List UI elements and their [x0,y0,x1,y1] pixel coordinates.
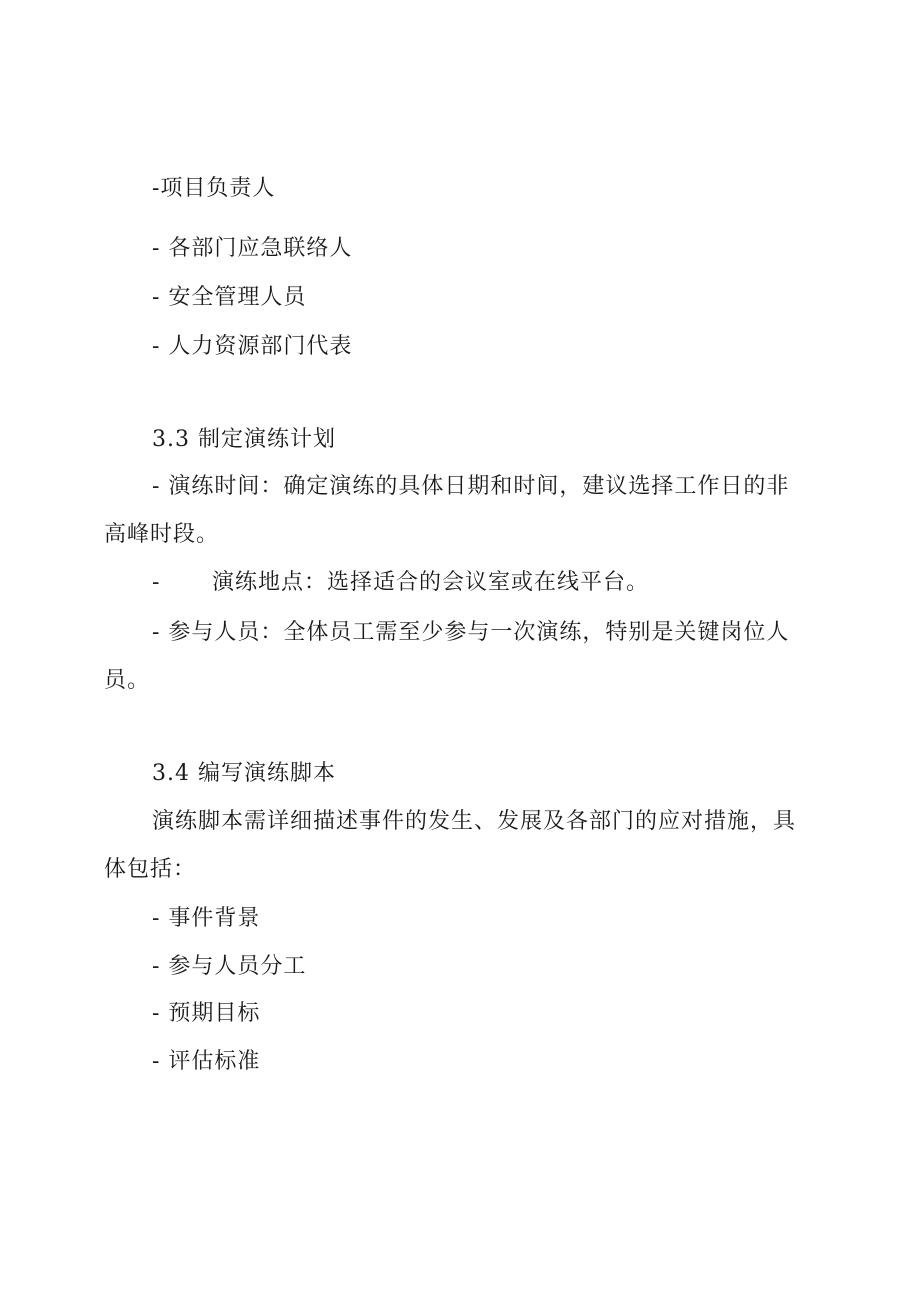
drill-participants-line2: 员。 [104,668,151,693]
section-3-4-heading: 3.4 编写演练脚本 [152,761,336,786]
script-intro-line1: 演练脚本需详细描述事件的发生、发展及各部门的应对措施，具 [152,809,797,834]
role-hr-rep: - 人力资源部门代表 [152,334,353,359]
drill-location-dash: - [152,570,161,595]
drill-time-line2: 高峰时段。 [104,522,220,547]
script-intro-line2: 体包括： [104,857,197,882]
role-dept-contact: - 各部门应急联络人 [152,236,353,261]
drill-time-line1: - 演练时间：确定演练的具体日期和时间，建议选择工作日的非 [152,474,790,499]
script-item-background: - 事件背景 [152,906,261,931]
section-3-3-heading: 3.3 制定演练计划 [152,427,336,452]
script-item-goals: - 预期目标 [152,1001,261,1026]
drill-participants-line1: - 参与人员：全体员工需至少参与一次演练，特别是关键岗位人 [152,620,790,645]
script-item-criteria: - 评估标准 [152,1049,261,1074]
script-item-roles: - 参与人员分工 [152,954,307,979]
role-project-lead: -项目负责人 [152,176,276,201]
role-safety-staff: - 安全管理人员 [152,285,307,310]
drill-location-text: 演练地点：选择适合的会议室或在线平台。 [212,570,650,595]
